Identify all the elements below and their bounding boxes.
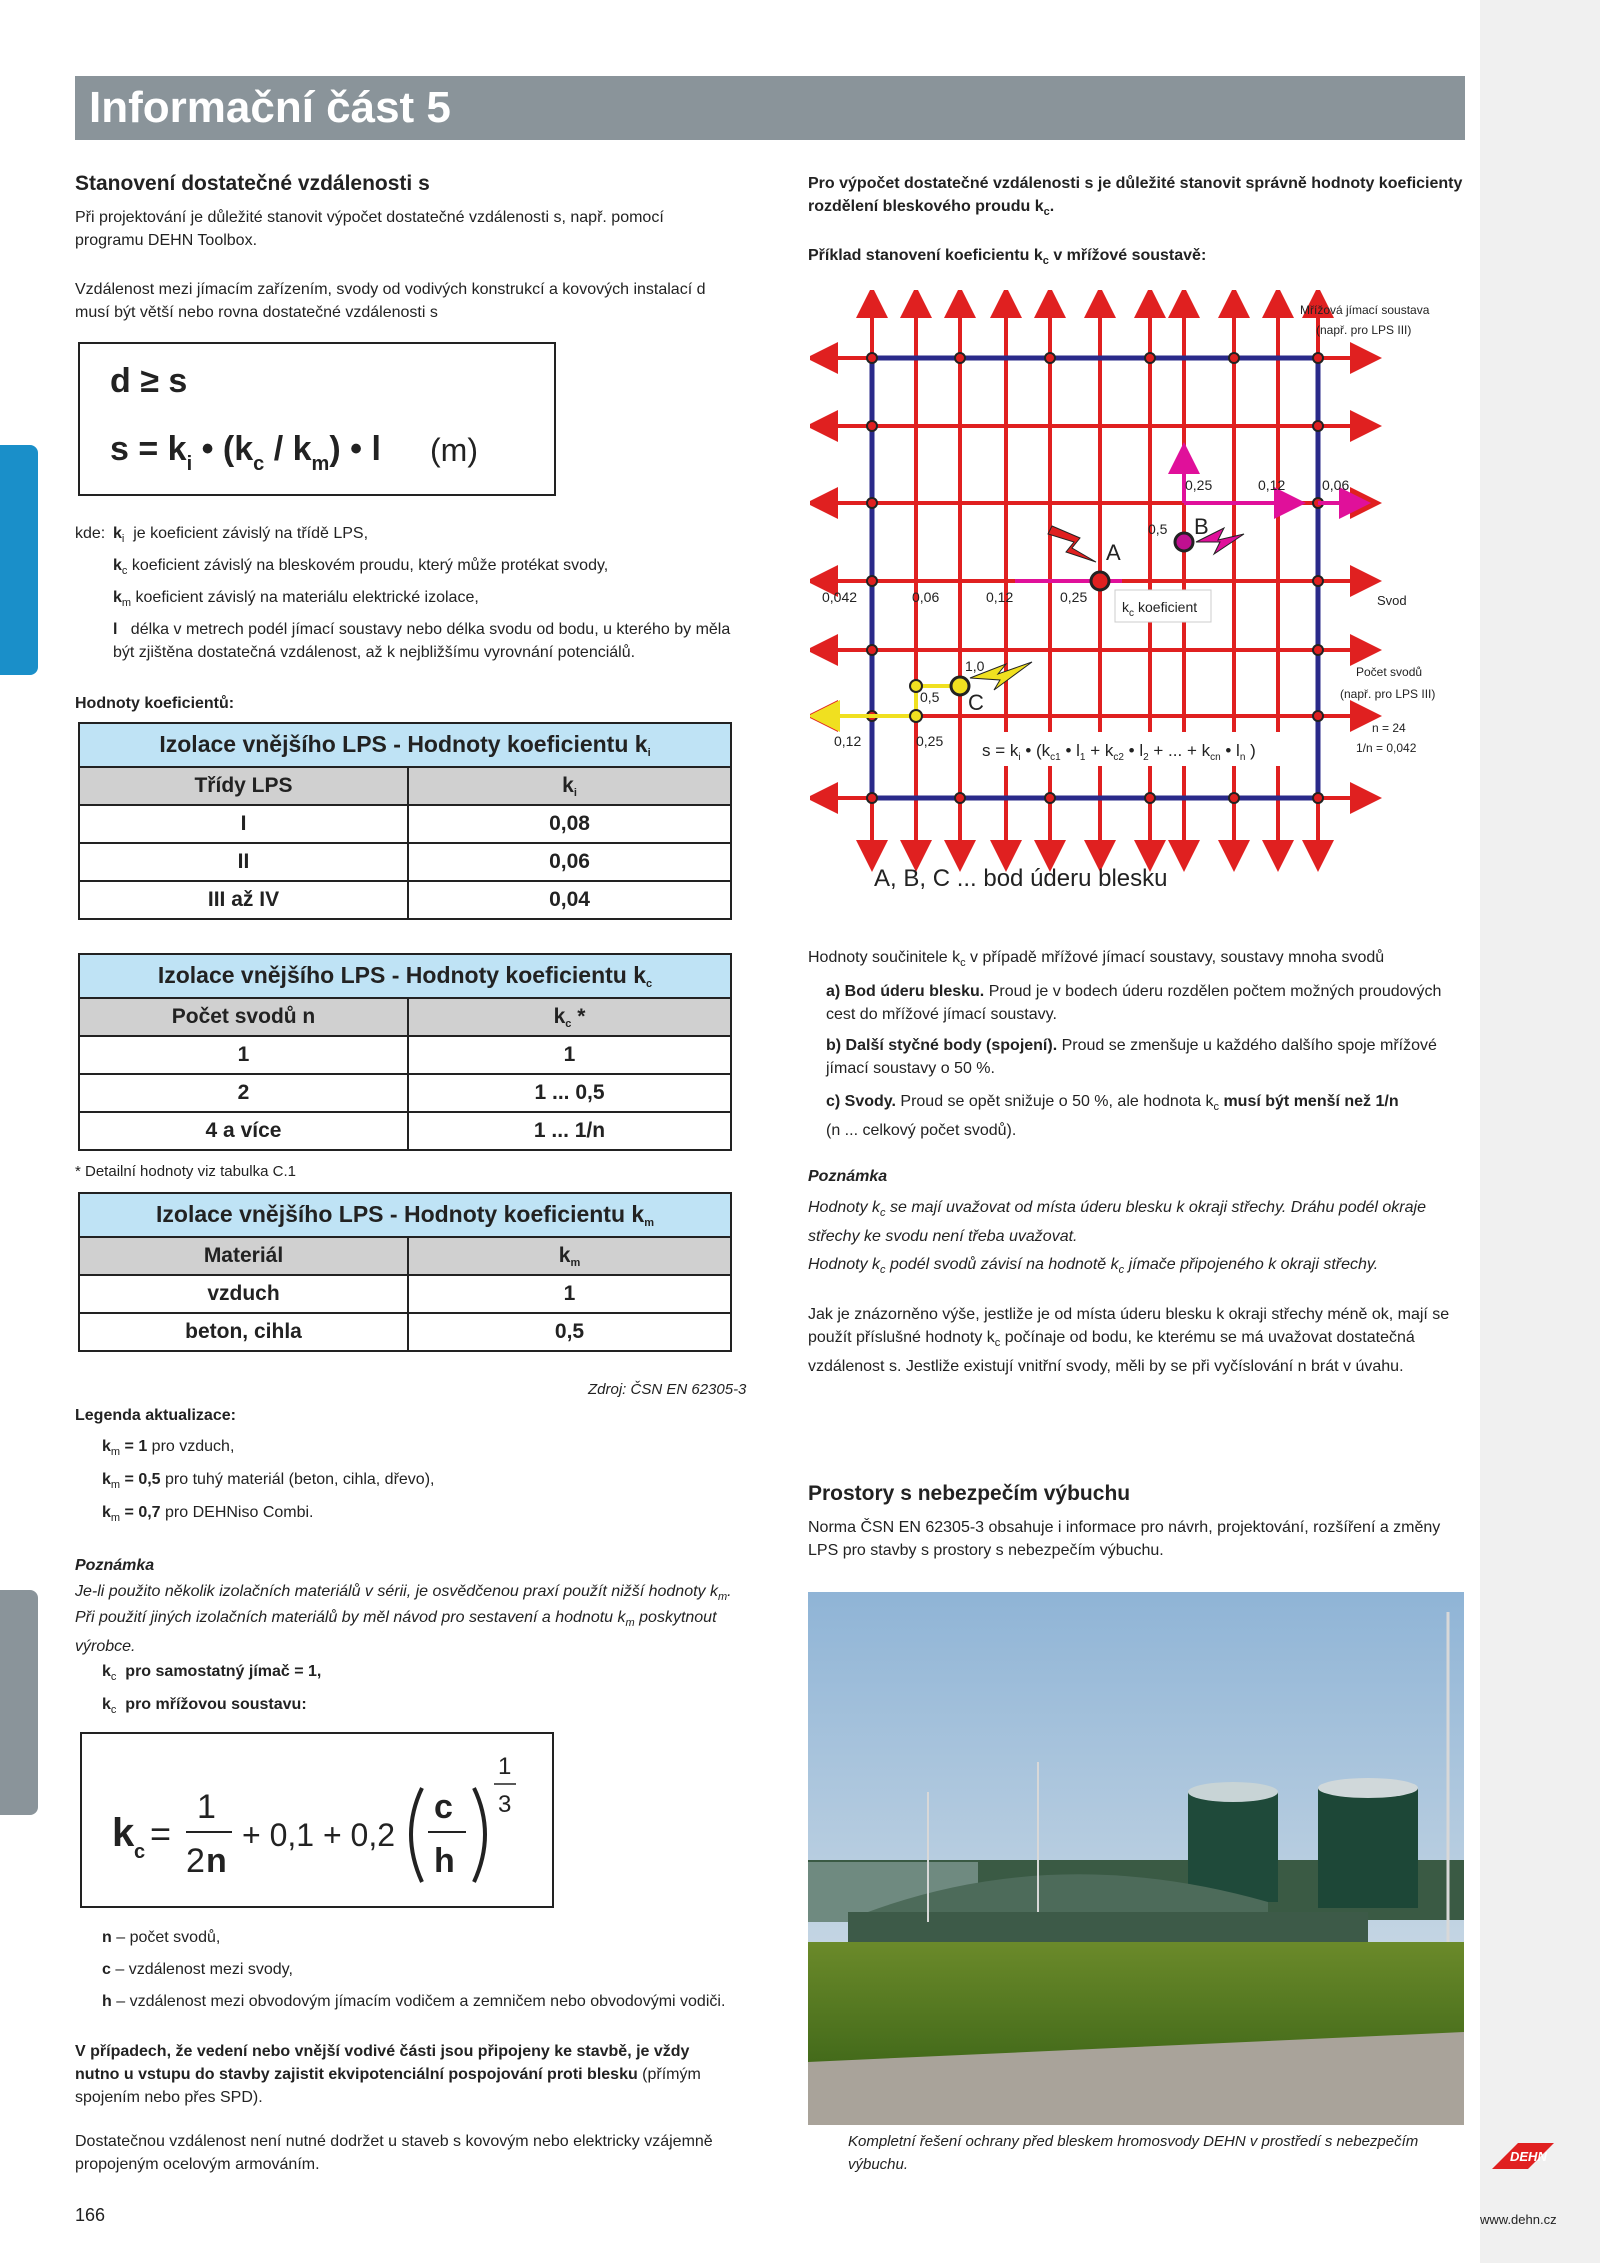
dehn-logo [1488,2135,1558,2177]
coef-heading: Hodnoty koeficientů: [75,695,235,712]
photo-caption: Kompletní řešení ochrany před bleskem hromosvody DEHN v prostředí s nebezpečím výbuchu. [848,2133,1419,2173]
website: www.dehn.cz [1480,2212,1557,2227]
def-kc: $k_c$ koeficient závislý na bleskovém proudu, který může protékat svody, [113,557,609,577]
var-c: c – vzdálenost mezi svody, [102,1961,293,1978]
section-title: Stanovení dostatečné vzdálenosti s [75,172,430,195]
kc-mesh: $k_c$ pro mřížovou soustavu: [102,1696,307,1716]
label-n: n = 24 [1372,721,1406,735]
downconductor-node [1313,793,1323,803]
label-mesh-2: (např. pro LPS III) [1316,323,1412,337]
formula-d-ge-s: d ≥ s [110,362,188,400]
legend-item: $k_m = 1$ pro vzduch, [102,1438,235,1458]
value-label: 0,5 [920,689,940,705]
where-label: kde: [75,525,106,542]
table-cell: 1 [408,1275,731,1313]
table-cell: vzduch [79,1275,408,1313]
downconductor-node [1313,576,1323,586]
values-intro: Hodnoty součinitele $k_c$ v případě mřížové jímací soustavy, soustavy mnoha svodů [808,949,1385,969]
ki-table-title: Izolace vnějšího LPS - Hodnoty koeficientu $k_i$ [79,723,731,767]
strike-point-b [1175,533,1193,551]
right-note-title: Poznámka [808,1168,888,1185]
right-paragraph: Jak je znázorněno výše, jestliže je od místa úderu blesku k okraji střechy méně ok, mají se použít příslušné hodnoty $k_c$ počínaje od bodu, ke kterému se má uvažovat dostatečná vzdálenost s. Jestliže existují vnitřní svody, měli by se při vyčíslování n brát v úvahu. [808,1306,1450,1375]
right-intro: Pro výpočet dostatečné vzdálenosti s je důležité stanovit správně hodnoty koeficienty rozdělení bleskového proudu $k_c$. [808,175,1463,218]
formula-s: $s = k_i$ • $(k_c / k_m)$ • l [110,430,381,475]
mesh-formula: $s = k_i$ • ($k_{c1}$ • $l_1 + k_{c2}$ • $l_2$ + ... + $k_{cn}$ • $l_n$ ) [982,741,1256,763]
downconductor-node [867,793,877,803]
lightning-bolt-icon [1048,526,1096,562]
svg-text:1: 1 [197,1788,216,1826]
page-title: Informační část 5 [89,83,451,132]
downconductor-node [1229,353,1239,363]
table-cell: 0,04 [408,881,731,919]
table-cell: 4 a více [79,1112,408,1150]
label-svod: Svod [1377,593,1407,608]
equipotential-paragraph: V případech, že vedení nebo vnější vodivé části jsou připojeny ke stavbě, je vždy nutno u vstupu do stavby zajistit ekvipotenciální pospojování proti blesku (přímým spojením nebo přes SPD). [75,2043,701,2106]
value-label: 0,06 [912,589,940,605]
right-note-2: Hodnoty $k_c$ podél svodů závisí na hodnotě $k_c$ jímače připojeného k okraji střechy. [808,1256,1379,1276]
value-label: 1,0 [965,658,985,674]
note-line-2: Při použití jiných izolačních materiálů by měl návod pro sestavení a hodnotu $k_m$ poskytnout výrobce. [75,1609,717,1655]
svg-text:3: 3 [498,1791,512,1818]
downconductor-node [867,353,877,363]
side-tab-blue [0,445,38,675]
downconductor-node [1313,421,1323,431]
kc-formula [82,1734,552,1906]
table-cell: 1 [408,1036,731,1074]
label-count-2: (např. pro LPS III) [1340,687,1436,701]
table-cell: 2 [79,1074,408,1112]
svg-text:2: 2 [186,1842,205,1880]
svg-text:DEHN: DEHN [1510,2149,1547,2164]
km-table-header: Materiál [79,1237,408,1275]
value-label: 0,25 [1185,477,1213,493]
header-bar [75,76,1465,140]
svg-text:c: c [434,1788,453,1826]
downconductor-node [955,793,965,803]
downconductor-node [1229,793,1239,803]
diagram-caption: A, B, C ... bod úderu blesku [874,865,1168,892]
value-label: 0,042 [822,589,858,605]
downconductor-node [1145,353,1155,363]
formula-unit: (m) [430,432,478,468]
downconductor-node [955,353,965,363]
table-cell: 0,06 [408,843,731,881]
right-gutter [1480,0,1600,2263]
table-cell: 0,08 [408,805,731,843]
svg-text:k: k [112,1811,135,1855]
kc-label: $k_c$ koeficient [1122,599,1198,619]
note-line-1: Je-li použito několik izolačních materiálů v sérii, je osvědčenou praxí použít nižší hodnoty $k_m$. [75,1583,732,1603]
explosion-text: Norma ČSN EN 62305-3 obsahuje i informace pro návrh, projektování, rozšíření a změny LPS pro stavby s prostory s nebezpečím výbuchu. [808,1519,1441,1559]
kc-table-header: $k_c$ * [408,998,731,1036]
ki-table-header: $k_i$ [408,767,731,805]
page-number: 166 [75,2205,106,2225]
svg-text:=: = [150,1813,172,1854]
downconductor-node [1313,711,1323,721]
downconductor-node [1313,353,1323,363]
km-table [78,1192,732,1352]
downconductor-node [867,498,877,508]
ki-table-header: Třídy LPS [79,767,408,805]
downconductor-node [867,421,877,431]
values-item-a: a) Bod úderu blesku. Proud je v bodech úderu rozdělen počtem možných proudových cest do mřížové jímací soustavy. [826,983,1442,1023]
distance-paragraph: Vzdálenost mezi jímacím zařízením, svody od vodivých konstrukcí a kovových instalací d musí být větší nebo rovna dostatečné vzdálenosti s [75,281,706,321]
value-label: 0,06 [1322,477,1350,493]
km-table-title: Izolace vnějšího LPS - Hodnoty koeficientu $k_m$ [79,1193,731,1237]
downconductor-node [1045,353,1055,363]
downconductor-node [1045,793,1055,803]
legend-title: Legenda aktualizace: [75,1407,236,1424]
downconductor-node [867,576,877,586]
table-cell: II [79,843,408,881]
note-title: Poznámka [75,1557,155,1574]
def-ki: $k_i$ je koeficient závislý na třídě LPS, [113,525,369,545]
value-label: 0,25 [916,733,944,749]
ki-table [78,722,732,920]
formula-box [78,342,556,496]
strike-point-c [951,677,969,695]
label-n-inv: 1/n = 0,042 [1356,741,1417,755]
value-label: 0,12 [834,733,862,749]
kc-table [78,953,732,1151]
kc-formula-box [80,1732,554,1908]
label-mesh: Mřížová jímací soustava [1300,303,1430,317]
value-label: 0,12 [986,589,1014,605]
value-label: 0,5 [1148,521,1168,537]
mesh-diagram [810,290,1470,910]
kc-table-title: Izolace vnějšího LPS - Hodnoty koeficientu $k_c$ [79,954,731,998]
def-km: $k_m$ koeficient závislý na materiálu elektrické izolace, [113,589,479,609]
value-label: 0,12 [1258,477,1286,493]
explosion-title: Prostory s nebezpečím výbuchu [808,1482,1131,1505]
def-l: l délka v metrech podél jímací soustavy nebo délka svodu od bodu, u kterého by měla být zjištěna dostatečná vzdálenost, až k nejbližšímu vyrovnání potenciálů. [113,621,731,661]
point-label-c: C [968,690,984,715]
legend-item: $k_m = 0,5$ pro tuhý materiál (beton, cihla, dřevo), [102,1471,435,1491]
strike-point-a [1091,572,1109,590]
table-cell: 1 [79,1036,408,1074]
svg-text:c: c [134,1841,146,1863]
value-label: 0,25 [1060,589,1088,605]
var-h: h – vzdálenost mezi obvodovým jímacím vodičem a zemničem nebo obvodovými vodiči. [102,1993,726,2010]
table-cell: III až IV [79,881,408,919]
downconductor-node [1313,645,1323,655]
side-tab-grey [0,1590,38,1815]
intro-paragraph: Při projektování je důležité stanovit výpočet dostatečné vzdálenosti s, např. pomocí programu DEHN Toolbox. [75,209,664,249]
example-heading: Příklad stanovení koeficientu $k_c$ v mřížové soustavě: [808,247,1207,267]
point-label-b: B [1194,514,1209,539]
svg-text:h: h [434,1842,455,1880]
table-cell: beton, cihla [79,1313,408,1351]
svg-text:n: n [206,1842,227,1880]
kc-single: $k_c$ pro samostatný jímač = 1, [102,1663,322,1683]
downconductor-node [1145,793,1155,803]
source-note: Zdroj: ČSN EN 62305-3 [588,1381,747,1398]
label-count: Počet svodů [1356,665,1423,679]
kc-table-header: Počet svodů n [79,998,408,1036]
km-table-header: $k_m$ [408,1237,731,1275]
table-cell: 0,5 [408,1313,731,1351]
var-n: n – počet svodů, [102,1929,221,1946]
values-item-b: b) Další styčné body (spojení). Proud se zmenšuje u každého dalšího spoje mřížové jímací soustavy o 50 %. [826,1037,1437,1077]
downconductor-node [867,645,877,655]
point-label-a: A [1106,540,1121,565]
values-item-c: c) Svody. Proud se opět snižuje o 50 %, ale hodnota $k_c$ musí být menší než 1/n (n ... celkový počet svodů). [826,1093,1399,1139]
distance-exception-paragraph: Dostatečnou vzdálenost není nutné dodržet u staveb s kovovým nebo elektricky vzájemně propojeným ocelovým armováním. [75,2133,713,2173]
svg-text:+ 0,1 + 0,2: + 0,1 + 0,2 [242,1817,396,1853]
biogas-plant-photo [808,1592,1464,2125]
right-note-1: Hodnoty $k_c$ se mají uvažovat od místa úderu blesku k okraji střechy. Dráhu podél okraje střechy ke svodu není třeba uvažovat. [808,1199,1426,1245]
table-cell: I [79,805,408,843]
kc-footnote: * Detailní hodnoty viz tabulka C.1 [75,1163,296,1180]
svg-text:1: 1 [498,1753,512,1780]
legend-item: $k_m = 0,7$ pro DEHNiso Combi. [102,1504,314,1524]
table-cell: 1 ... 0,5 [408,1074,731,1112]
table-cell: 1 ... 1/n [408,1112,731,1150]
